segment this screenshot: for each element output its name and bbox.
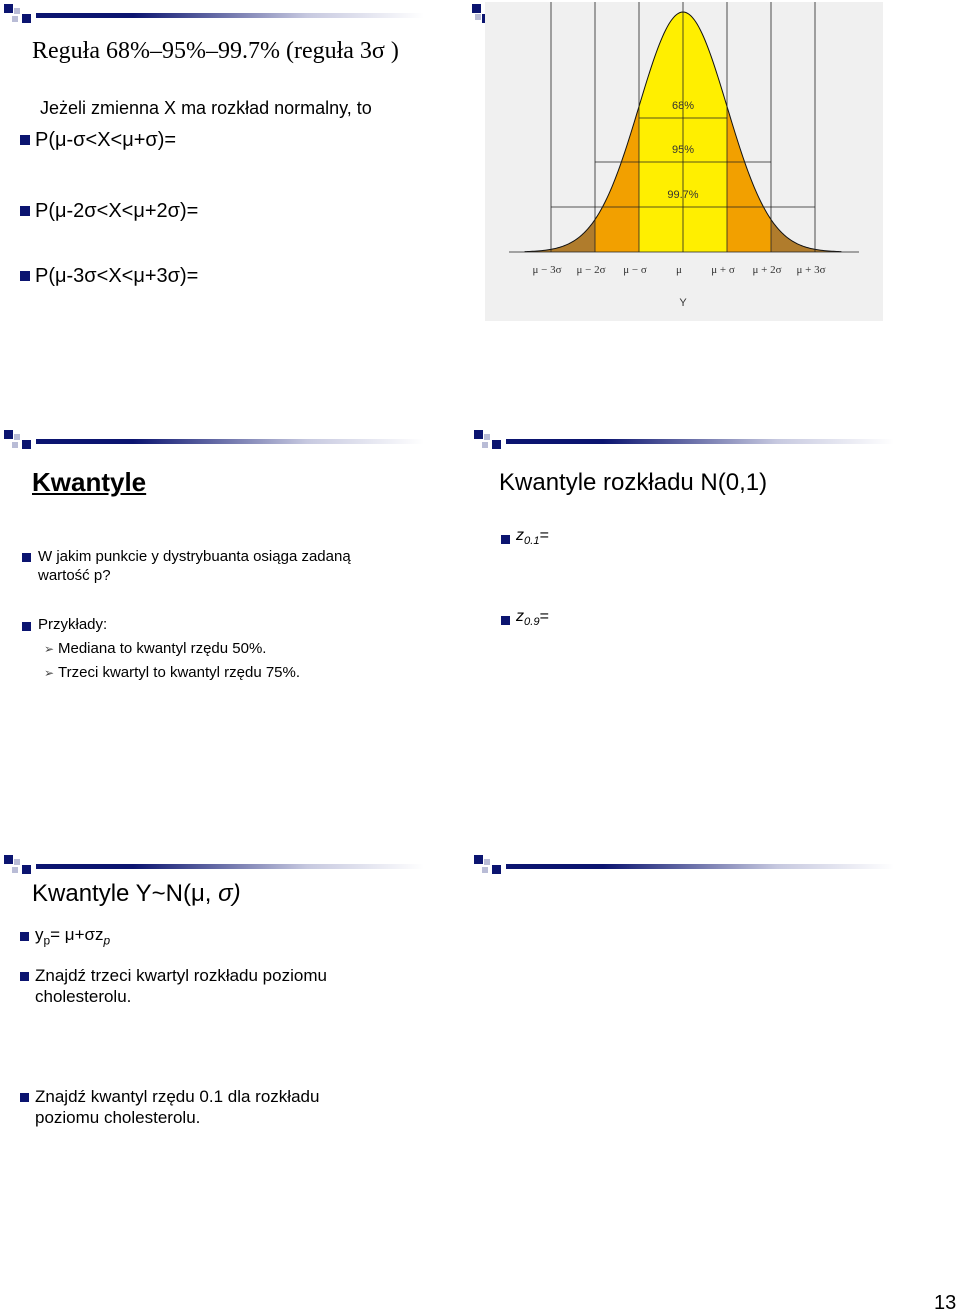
tick-label: μ xyxy=(676,264,682,276)
bullet-icon xyxy=(20,972,29,981)
interval-label: 95% xyxy=(671,144,695,156)
examples-label: Przykłady: xyxy=(38,616,108,633)
slide-header-decoration xyxy=(4,430,424,450)
rule-2-sigma: P(μ-2σ<X<μ+2σ)= xyxy=(35,200,199,222)
slide-header-decoration xyxy=(4,855,424,875)
rule-1-sigma: P(μ-σ<X<μ+σ)= xyxy=(35,129,177,151)
slide-header-decoration xyxy=(4,4,424,24)
tick-label: μ − σ xyxy=(623,264,647,276)
bullet-icon xyxy=(22,553,31,562)
arrow-bullet-icon: ➢ xyxy=(44,666,55,680)
slide-1-intro: Jeżeli zmienna X ma rozkład normalny, to xyxy=(40,98,372,118)
tick-label: μ + 3σ xyxy=(796,264,826,276)
slide-1-title: Reguła 68%–95%–99.7% (reguła 3σ ) xyxy=(32,38,399,64)
task-third-quartile: Znajdź trzeci kwartyl rozkładu poziomu cholesterolu. xyxy=(35,966,327,1006)
slide-header-decoration xyxy=(474,855,894,875)
quantile-formula: $y_p= \mu+\sigma z_p$ xyxy=(35,925,111,948)
tick-label: μ + σ xyxy=(711,264,735,276)
page-number: 13 xyxy=(934,1292,957,1314)
tick-label: μ − 3σ xyxy=(532,264,562,276)
example-third-quartile: Trzeci kwartyl to kwantyl rzędu 75%. xyxy=(58,664,301,681)
interval-label: 99.7% xyxy=(667,189,699,201)
tick-label: μ − 2σ xyxy=(576,264,606,276)
slide-kwantyle-title: Kwantyle xyxy=(32,467,147,497)
bullet-icon xyxy=(20,932,29,941)
bullet-icon xyxy=(501,535,510,544)
z-quantile-0-9: $z_{0.9}=$ xyxy=(516,608,549,629)
tick-label: μ + 2σ xyxy=(752,264,782,276)
bullet-icon xyxy=(20,271,30,281)
bullet-icon xyxy=(501,616,510,625)
bell-curve-chart xyxy=(485,2,883,321)
bullet-icon xyxy=(22,622,31,631)
interval-label: 68% xyxy=(671,100,695,112)
axis-label-y: Y xyxy=(679,297,687,309)
example-median: Mediana to kwantyl rzędu 50%. xyxy=(58,640,267,657)
slide-n01-title: Kwantyle rozkładu N(0,1) xyxy=(499,469,768,496)
normal-distribution-figure xyxy=(485,2,883,321)
slide-y-title: Kwantyle Y~N(μ, σ) xyxy=(32,880,241,907)
arrow-bullet-icon: ➢ xyxy=(44,642,55,656)
z-quantile-0-1: $z_{0.1}=$ xyxy=(516,527,549,548)
bullet-icon xyxy=(20,206,30,216)
task-quantile-0-1: Znajdź kwantyl rzędu 0.1 dla rozkładu poziomu cholesterolu. xyxy=(35,1087,320,1127)
bullet-icon xyxy=(20,135,30,145)
bullet-icon xyxy=(20,1093,29,1102)
slide-header-decoration xyxy=(474,430,894,450)
quantile-definition: W jakim punkcie y dystrybuanta osiąga zadaną wartość p? xyxy=(38,548,351,584)
rule-3-sigma: P(μ-3σ<X<μ+3σ)= xyxy=(35,265,199,287)
